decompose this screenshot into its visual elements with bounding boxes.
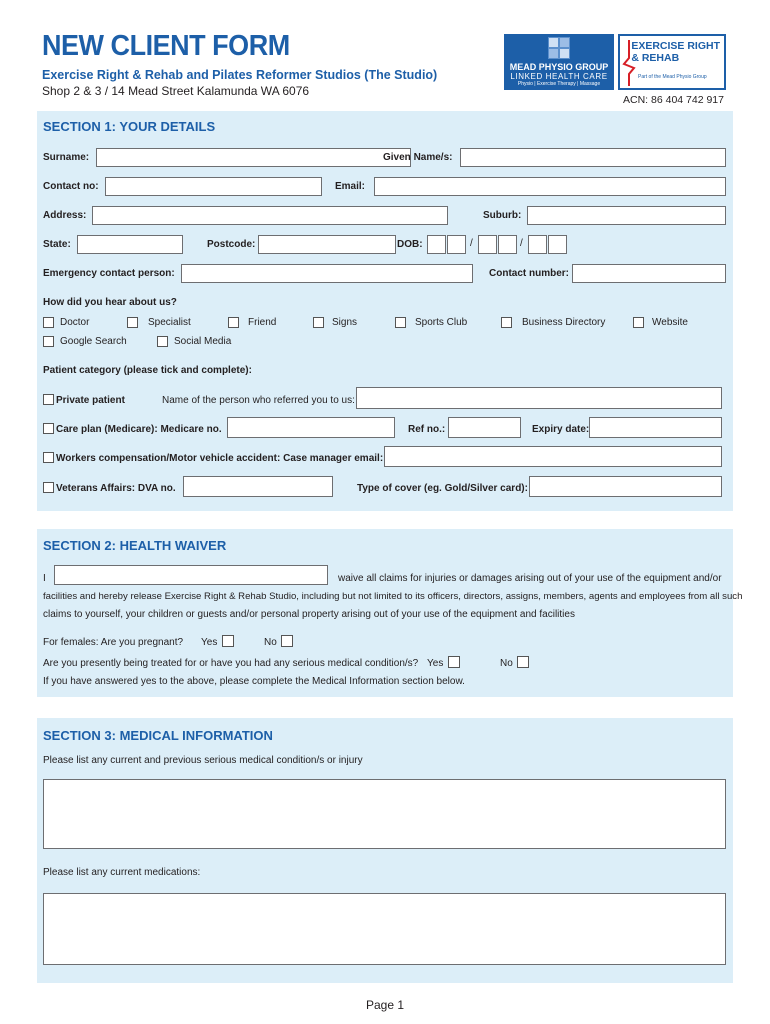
medical-info-note: If you have answered yes to the above, please complete the Medical Information section below. — [43, 676, 465, 687]
section-health-waiver — [37, 529, 743, 697]
business-directory-option: Business Directory — [522, 317, 606, 328]
mead-physio-logo — [504, 34, 614, 90]
email-label: Email: — [335, 181, 366, 192]
social-media-option: Social Media — [174, 336, 232, 347]
logo-mead-sub: LINKED HEALTH CARE — [510, 72, 608, 81]
sports-club-option: Sports Club — [415, 317, 468, 328]
veterans-affairs-checkbox[interactable] — [43, 482, 54, 493]
logo-er-line1: EXERCISE RIGHT — [631, 40, 720, 52]
waiver-i: I — [43, 573, 46, 584]
emergency-contact-field[interactable] — [181, 264, 473, 283]
dob-month-2[interactable] — [498, 235, 517, 254]
postcode-field[interactable] — [258, 235, 396, 254]
signs-checkbox[interactable] — [313, 317, 324, 328]
pregnant-yes-label: Yes — [201, 637, 218, 648]
studio-name: Exercise Right & Rehab and Pilates Reformer Studios (The Studio) — [42, 68, 438, 82]
referrer-field[interactable] — [356, 387, 722, 409]
surname-label: Surname: — [43, 152, 90, 163]
contact-no-field[interactable] — [105, 177, 322, 196]
friend-checkbox[interactable] — [228, 317, 239, 328]
section-3-title: SECTION 3: MEDICAL INFORMATION — [43, 728, 273, 743]
type-of-cover-field[interactable] — [529, 476, 722, 497]
care-plan-checkbox[interactable] — [43, 423, 54, 434]
expiry-date-label: Expiry date: — [532, 424, 590, 435]
state-field[interactable] — [77, 235, 183, 254]
pregnant-no-label: No — [264, 637, 277, 648]
page-title: NEW CLIENT FORM — [42, 30, 290, 62]
doctor-option: Doctor — [60, 317, 90, 328]
condition-yes-label: Yes — [427, 658, 444, 669]
waiver-name-field[interactable] — [54, 565, 328, 585]
dob-day-2[interactable] — [447, 235, 466, 254]
address-field[interactable] — [92, 206, 448, 225]
state-label: State: — [43, 239, 71, 250]
section-medical-information — [37, 718, 733, 983]
business-directory-checkbox[interactable] — [501, 317, 512, 328]
emergency-contact-label: Emergency contact person: — [43, 268, 175, 279]
studio-address: Shop 2 & 3 / 14 Mead Street Kalamunda WA 6076 — [42, 84, 310, 98]
private-patient-checkbox[interactable] — [43, 394, 54, 405]
condition-no-checkbox[interactable] — [517, 656, 529, 668]
suburb-label: Suburb: — [483, 210, 522, 221]
hear-about-question: How did you hear about us? — [43, 297, 177, 308]
dob-label: DOB: — [397, 239, 423, 250]
medical-condition-question: Are you presently being treated for or have you had any serious medical condition/s? — [43, 658, 419, 669]
exercise-right-logo — [618, 34, 726, 90]
private-patient-label: Private patient — [56, 395, 125, 406]
suburb-field[interactable] — [527, 206, 726, 225]
acn-number: ACN: 86 404 742 917 — [623, 94, 724, 106]
google-search-option: Google Search — [60, 336, 127, 347]
dob-slash-1: / — [470, 238, 473, 249]
contact-no-label: Contact no: — [43, 181, 99, 192]
logo-mead-services: Physio | Exercise Therapy | Massage — [517, 81, 601, 87]
workers-comp-label: Workers compensation/Motor vehicle accident: Case manager email: — [56, 453, 384, 464]
expiry-date-field[interactable] — [589, 417, 722, 438]
dob-slash-2: / — [520, 238, 523, 249]
dva-no-field[interactable] — [183, 476, 333, 497]
dob-year-2[interactable] — [548, 235, 567, 254]
section-1-title: SECTION 1: YOUR DETAILS — [43, 119, 216, 134]
contact-number-field[interactable] — [572, 264, 726, 283]
section-2-title: SECTION 2: HEALTH WAIVER — [43, 538, 227, 553]
given-name-field[interactable] — [460, 148, 726, 167]
waiver-text-2: facilities and hereby release Exercise Right & Rehab Studio, including but not limited to its officers, directors, assigns, members, agents and employees from all such — [43, 591, 743, 602]
postcode-label: Postcode: — [207, 239, 256, 250]
medicare-no-field[interactable] — [227, 417, 395, 438]
conditions-textarea[interactable] — [43, 779, 726, 849]
sports-club-checkbox[interactable] — [395, 317, 406, 328]
website-option: Website — [652, 317, 688, 328]
pregnant-question: For females: Are you pregnant? — [43, 637, 184, 648]
care-plan-label: Care plan (Medicare): Medicare no. — [56, 424, 222, 435]
referrer-label: Name of the person who referred you to us: — [162, 395, 355, 406]
google-search-checkbox[interactable] — [43, 336, 54, 347]
section-your-details — [37, 111, 733, 511]
medications-prompt: Please list any current medications: — [43, 867, 201, 878]
condition-yes-checkbox[interactable] — [448, 656, 460, 668]
surname-field[interactable] — [96, 148, 411, 167]
ref-no-label: Ref no.: — [408, 424, 446, 435]
patient-category-title: Patient category (please tick and complete): — [43, 365, 252, 376]
waiver-text-3: claims to yourself, your children or guests and/or personal property arising out of your use of the equipment and facilities — [43, 609, 575, 620]
dob-month-1[interactable] — [478, 235, 497, 254]
logo-er-tag: Part of the Mead Physio Group — [638, 74, 707, 80]
social-media-checkbox[interactable] — [157, 336, 168, 347]
workers-comp-checkbox[interactable] — [43, 452, 54, 463]
dob-day-1[interactable] — [427, 235, 446, 254]
ref-no-field[interactable] — [448, 417, 521, 438]
signs-option: Signs — [332, 317, 358, 328]
medications-textarea[interactable] — [43, 893, 726, 965]
website-checkbox[interactable] — [633, 317, 644, 328]
email-field[interactable] — [374, 177, 726, 196]
doctor-checkbox[interactable] — [43, 317, 54, 328]
logo-mead-name: MEAD PHYSIO GROUP — [509, 62, 609, 72]
condition-no-label: No — [500, 658, 513, 669]
dob-year-1[interactable] — [528, 235, 547, 254]
address-label: Address: — [43, 210, 87, 221]
veterans-affairs-label: Veterans Affairs: DVA no. — [56, 483, 176, 494]
pregnant-no-checkbox[interactable] — [281, 635, 293, 647]
type-of-cover-label: Type of cover (eg. Gold/Silver card): — [357, 483, 528, 494]
specialist-option: Specialist — [148, 317, 191, 328]
waiver-text-1: waive all claims for injuries or damages arising out of your use of the equipment and/or — [338, 573, 722, 584]
case-manager-email-field[interactable] — [384, 446, 722, 467]
pregnant-yes-checkbox[interactable] — [222, 635, 234, 647]
friend-option: Friend — [248, 317, 277, 328]
page-number: Page 1 — [365, 998, 405, 1012]
conditions-prompt: Please list any current and previous serious medical condition/s or injury — [43, 755, 363, 766]
contact-number-label: Contact number: — [489, 268, 569, 279]
puzzle-icon — [548, 37, 570, 59]
logo-er-line2: & REHAB — [631, 52, 680, 64]
given-name-label: Given Name/s: — [383, 152, 453, 163]
specialist-checkbox[interactable] — [127, 317, 138, 328]
